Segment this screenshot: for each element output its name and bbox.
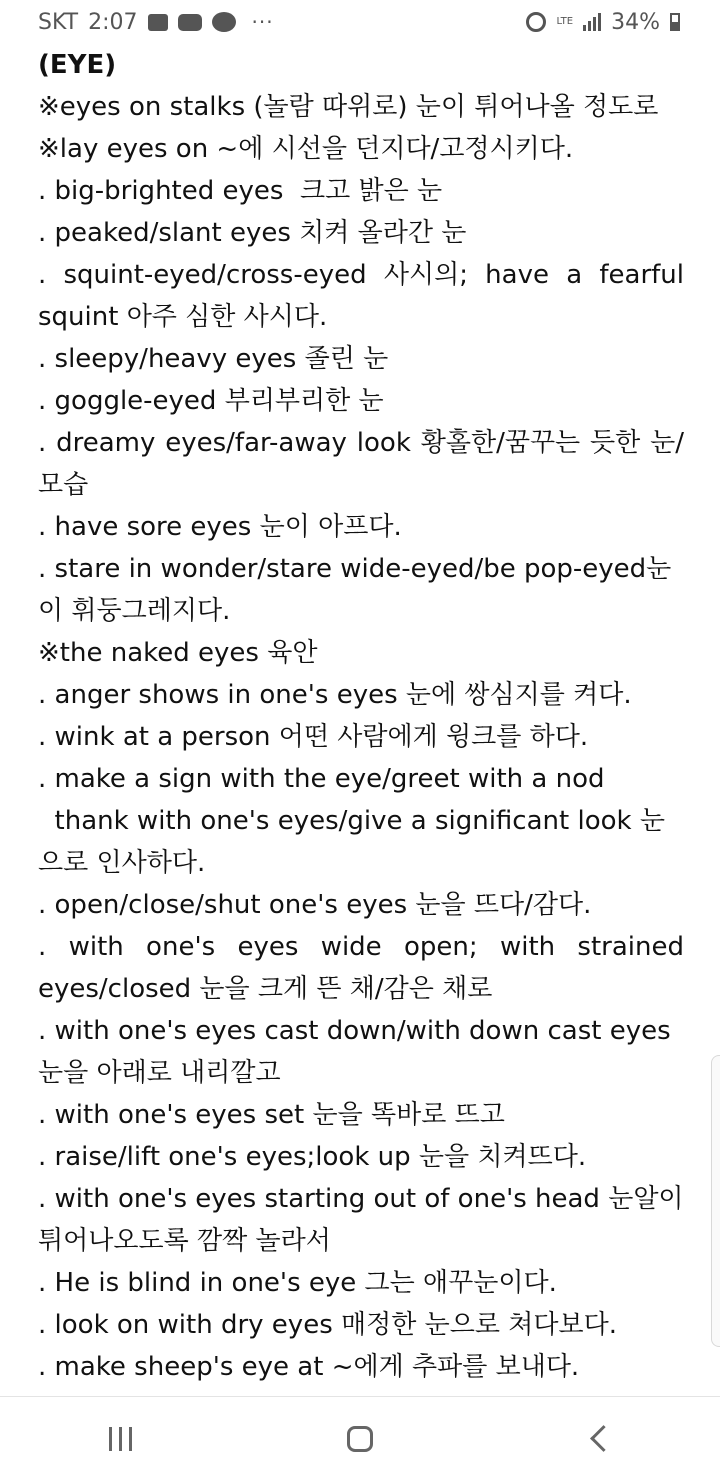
entry-line: . with one's eyes wide open; with strained eyes/closed 눈을 크게 뜬 채/감은 채로 <box>38 932 693 1004</box>
carrier-label: SKT <box>38 9 79 35</box>
back-button[interactable] <box>560 1409 640 1469</box>
entry-line: . make sheep's eye at ~에게 추파를 보내다. <box>38 1352 580 1382</box>
entry-line: . have sore eyes 눈이 아프다. <box>38 512 402 542</box>
entry-line: . sleepy/heavy eyes 졸린 눈 <box>38 344 389 374</box>
battery-icon <box>670 13 680 31</box>
scroll-handle[interactable] <box>711 1055 720 1347</box>
entry-line: thank with one's eyes/give a significant look 눈으로 인사하다. <box>38 806 665 878</box>
entry-line: . with one's eyes starting out of one's head 눈알이 튀어나오도록 깜짝 놀라서 <box>38 1184 692 1256</box>
entry-line: . make a sign with the eye/greet with a nod <box>38 764 605 794</box>
signal-icon <box>583 13 601 31</box>
recents-icon <box>109 1427 132 1451</box>
entry-line: ※the naked eyes 육안 <box>38 638 318 668</box>
entry-line: . peaked/slant eyes 치켜 올라간 눈 <box>38 218 467 248</box>
entry-line: . wink at a person 어떤 사람에게 윙크를 하다. <box>38 722 589 752</box>
entry-line: ※lay eyes on ~에 시선을 던지다/고정시키다. <box>38 134 574 164</box>
lte-icon: LTE <box>556 16 574 27</box>
youtube-icon <box>178 14 202 31</box>
entry-line: . goggle-eyed 부리부리한 눈 <box>38 386 384 416</box>
home-button[interactable] <box>320 1409 400 1469</box>
note-content[interactable] <box>38 44 693 1388</box>
clock: 2:07 <box>88 9 138 35</box>
gallery-icon <box>148 14 168 31</box>
entry-line: . big-brighted eyes 크고 밝은 눈 <box>38 176 443 206</box>
entry-line: . dreamy eyes/far-away look 황홀한/꿈꾸는 듯한 눈/모습 <box>38 428 684 500</box>
home-icon <box>347 1426 373 1452</box>
alarm-icon <box>526 12 546 32</box>
recents-button[interactable] <box>80 1409 160 1469</box>
back-icon <box>590 1425 617 1452</box>
kakaotalk-icon <box>212 12 236 32</box>
status-bar <box>0 0 720 44</box>
status-left <box>38 10 274 35</box>
entry-line: . squint-eyed/cross-eyed 사시의; have a fearful squint 아주 심한 사시다. <box>38 260 693 332</box>
entry-line: . with one's eyes set 눈을 똑바로 뜨고 <box>38 1100 505 1130</box>
entry-line: . look on with dry eyes 매정한 눈으로 쳐다보다. <box>38 1310 617 1340</box>
battery-percent: 34% <box>611 9 660 35</box>
entry-line: . He is blind in one's eye 그는 애꾸눈이다. <box>38 1268 557 1298</box>
status-right <box>526 10 680 35</box>
entry-line: ※eyes on stalks (놀람 따위로) 눈이 튀어나올 정도로 <box>38 92 659 122</box>
entry-line: . anger shows in one's eyes 눈에 쌍심지를 켜다. <box>38 680 632 710</box>
entry-line: . with one's eyes cast down/with down cast eyes 눈을 아래로 내리깔고 <box>38 1016 679 1088</box>
entry-line: . stare in wonder/stare wide-eyed/be pop-eyed눈이 휘둥그레지다. <box>38 554 672 626</box>
document-title: (EYE) <box>38 50 117 80</box>
entry-line: . raise/lift one's eyes;look up 눈을 치켜뜨다. <box>38 1142 587 1172</box>
entry-line: . open/close/shut one's eyes 눈을 뜨다/감다. <box>38 890 592 920</box>
more-notifications-icon: ··· <box>251 10 274 34</box>
navigation-bar <box>0 1397 720 1480</box>
